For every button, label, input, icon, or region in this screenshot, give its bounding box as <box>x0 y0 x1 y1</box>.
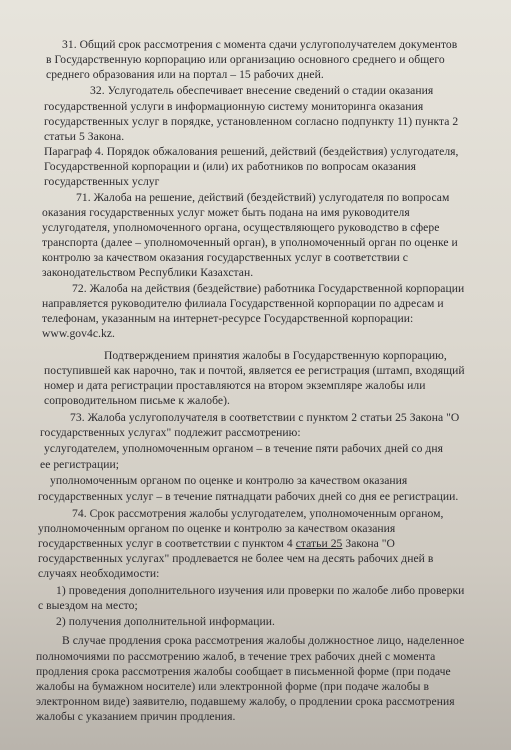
text-line: услугодателя, уполномоченного органа, осуществляющего руководство в сфере <box>42 221 440 234</box>
text-line: 73. Жалоба услугополучателя в соответствии с пунктом 2 статьи 25 Закона "О <box>70 411 460 424</box>
text-span: государственных услуг в соответствии с пунктом 4 <box>38 537 293 550</box>
text-line: статьи 5 Закона. <box>44 130 125 143</box>
text-line: 74. Срок рассмотрения жалобы услугодателем, уполномоченным органом, <box>72 507 444 520</box>
text-line: в Государственную корпорацию или организацию основного среднего и общего <box>46 53 445 66</box>
text-line: оказания государственных услуг может быть подана на имя руководителя <box>42 206 410 219</box>
law-article-link: статьи 25 <box>295 537 343 550</box>
text-line: 31. Общий срок рассмотрения с момента сдачи услугополучателем документов <box>62 38 458 51</box>
section-heading: Параграф 4. Порядок обжалования решений, действий (бездействия) услугодателя, <box>44 145 459 158</box>
text-line: жалобы с указанием причин продления. <box>36 710 236 723</box>
text-line: государственных услуг – в течение пятнадцати рабочих дней со дня ее регистрации. <box>38 490 459 503</box>
text-span: Закона "О <box>345 537 395 550</box>
text-line: продления срока рассмотрения жалобы сообщает в письменной форме (при подаче <box>36 665 451 678</box>
text-line: 32. Услугодатель обеспечивает внесение сведений о стадии оказания <box>90 84 434 97</box>
text-line: случаях необходимости: <box>38 567 160 580</box>
text-line: ее регистрации; <box>40 458 119 471</box>
text-line: номер и дата регистрации проставляются на втором экземпляре жалобы или <box>44 379 426 392</box>
text-line: услугодателем, уполномоченным органом – в течение пяти рабочих дней со дня <box>44 442 443 455</box>
website-text: www.gov4c.kz. <box>42 327 115 340</box>
section-heading: государственных услуг <box>44 175 160 188</box>
text-line: законодательством Республики Казахстан. <box>42 266 254 279</box>
text-line: уполномоченным органом по оценке и контролю за качеством оказания <box>38 522 396 535</box>
text-line: жалобы на бумажном носителе) или электронной форме (при подаче жалобы в <box>36 680 429 693</box>
text-line: В случае продления срока рассмотрения жалобы должностное лицо, наделенное <box>62 634 465 647</box>
text-line: государственной услуги в информационную систему мониторинга оказания <box>44 100 424 113</box>
text-line: уполномоченным органом по оценке и контролю за качеством оказания <box>50 474 408 487</box>
text-line: транспорта (далее – уполномоченный орган), в уполномоченный орган по оценке и <box>42 236 458 249</box>
text-line: контролю за качеством оказания государственных услуг в соответствии с <box>42 251 408 264</box>
text-line: полномочиями по рассмотрению жалоб, в течение трех рабочих дней с момента <box>36 650 436 663</box>
text-line: с выездом на место; <box>38 599 138 612</box>
text-line: сопроводительном письме к жалобе). <box>44 394 230 407</box>
text-line: государственных услугах" подлежит рассмотрению: <box>40 426 301 439</box>
text-line: 2) получения дополнительной информации. <box>56 615 275 628</box>
text-line: 1) проведения дополнительного изучения или проверки по жалобе либо проверки <box>56 584 465 597</box>
text-line: 72. Жалоба на действия (бездействие) работника Государственной корпорации <box>72 282 465 295</box>
text-line: государственных услуг в порядке, установленном согласно подпункту 11) пункта 2 <box>44 115 459 128</box>
text-line: 71. Жалоба на решение, действий (бездействий) услугодателя по вопросам <box>76 191 450 204</box>
text-line: Подтверждением принятия жалобы в Государственную корпорацию, <box>104 349 447 362</box>
text-line: поступившей как нарочно, так и почтой, является ее регистрация (штамп, входящий <box>44 364 465 377</box>
section-heading: Государственной корпорации и (или) их работников по вопросам оказания <box>44 160 416 173</box>
text-line: электронном виде) заявителю, подавшему жалобу, о продлении срока рассмотрения <box>36 695 455 708</box>
text-line: телефонам, указанным на интернет-ресурсе Государственной корпорации: <box>42 312 414 325</box>
text-line <box>38 537 395 551</box>
text-line: направляется руководителю филиала Государственной корпорации по адресам и <box>42 297 444 310</box>
text-line: среднего образования или на портал – 15 рабочих дней. <box>46 68 324 81</box>
text-line: государственных услугах" продлевается не более чем на десять рабочих дней в <box>38 552 434 565</box>
